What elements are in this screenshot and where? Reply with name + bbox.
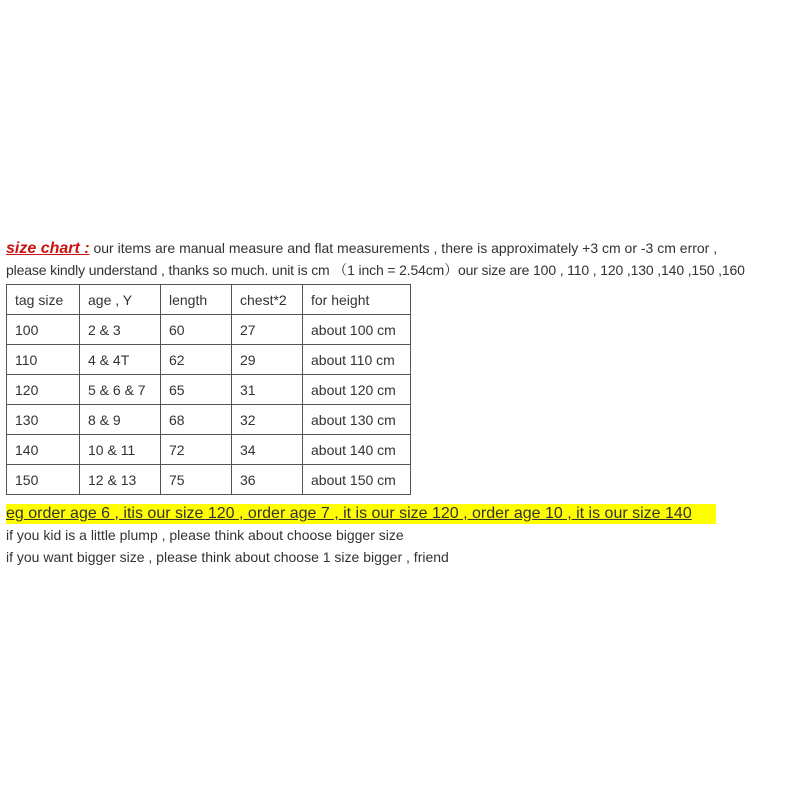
header-tag-size: tag size	[7, 285, 80, 315]
cell-tag-size: 120	[7, 375, 80, 405]
cell-for-height: about 140 cm	[303, 435, 411, 465]
cell-for-height: about 100 cm	[303, 315, 411, 345]
size-chart-heading: size chart :	[6, 240, 90, 257]
table-row	[7, 375, 411, 405]
cell-length: 68	[161, 405, 232, 435]
cell-chest: 29	[232, 345, 303, 375]
table-row	[7, 405, 411, 435]
cell-length: 65	[161, 375, 232, 405]
table-header-row	[7, 285, 411, 315]
cell-tag-size: 130	[7, 405, 80, 435]
header-chest: chest*2	[232, 285, 303, 315]
cell-chest: 31	[232, 375, 303, 405]
intro-line-1	[6, 238, 798, 259]
cell-age: 4 & 4T	[80, 345, 161, 375]
cell-chest: 32	[232, 405, 303, 435]
cell-age: 5 & 6 & 7	[80, 375, 161, 405]
cell-length: 60	[161, 315, 232, 345]
table-row	[7, 345, 411, 375]
cell-age: 12 & 13	[80, 465, 161, 495]
cell-length: 75	[161, 465, 232, 495]
cell-chest: 27	[232, 315, 303, 345]
cell-tag-size: 110	[7, 345, 80, 375]
intro-text-1: our items are manual measure and flat measurements , there is approximately +3 cm or -3 cm error ,	[89, 240, 718, 256]
cell-for-height: about 150 cm	[303, 465, 411, 495]
header-for-height: for height	[303, 285, 411, 315]
header-length: length	[161, 285, 232, 315]
cell-tag-size: 100	[7, 315, 80, 345]
cell-age: 2 & 3	[80, 315, 161, 345]
cell-age: 8 & 9	[80, 405, 161, 435]
cell-for-height: about 120 cm	[303, 375, 411, 405]
highlighted-example-note: eg order age 6 , itis our size 120 , order age 7 , it is our size 120 , order age 10 , it is our size 140	[6, 504, 716, 524]
cell-length: 62	[161, 345, 232, 375]
cell-tag-size: 150	[7, 465, 80, 495]
size-chart-document	[6, 238, 798, 568]
cell-chest: 34	[232, 435, 303, 465]
cell-length: 72	[161, 435, 232, 465]
table-row	[7, 435, 411, 465]
header-age: age , Y	[80, 285, 161, 315]
size-table	[6, 284, 411, 495]
table-row	[7, 315, 411, 345]
plump-note: if you kid is a little plump , please think about choose bigger size	[6, 527, 404, 543]
cell-age: 10 & 11	[80, 435, 161, 465]
cell-chest: 36	[232, 465, 303, 495]
cell-for-height: about 110 cm	[303, 345, 411, 375]
intro-line-2: please kindly understand , thanks so much. unit is cm （1 inch = 2.54cm）our size are 100 , 110 , 120 ,130 ,140 ,150 ,160	[6, 262, 745, 278]
cell-for-height: about 130 cm	[303, 405, 411, 435]
cell-tag-size: 140	[7, 435, 80, 465]
table-row	[7, 465, 411, 495]
bigger-size-note: if you want bigger size , please think about choose 1 size bigger , friend	[6, 549, 449, 565]
